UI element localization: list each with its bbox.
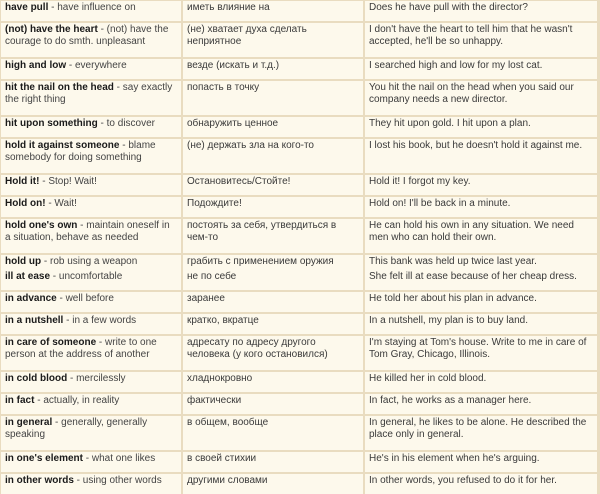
idiom-term: in one's element (5, 453, 83, 464)
russian-translation: адресату по адресу другого человека (у кого остановился) (183, 336, 363, 370)
idiom-definition: - say exactly the right thing (5, 82, 173, 105)
table-row (1, 372, 597, 392)
idioms-group-i (1, 270, 597, 494)
idiom-definition: - uncomfortable (50, 271, 123, 282)
idiom-term: in advance (5, 293, 57, 304)
idiom-term: Hold it! (5, 176, 40, 187)
example-sentence: In other words, you refused to do it for her. (365, 474, 597, 494)
table-row (1, 1, 597, 21)
idiom-definition: - Stop! Wait! (39, 176, 97, 187)
example-sentence: I searched high and low for my lost cat. (365, 59, 597, 79)
idiom-cell (1, 416, 181, 450)
idiom-definition: - what one likes (82, 453, 156, 464)
idiom-term: hit upon something (5, 118, 98, 129)
russian-translation: иметь влияние на (183, 1, 363, 21)
idiom-definition: - generally, generally speaking (5, 417, 148, 440)
idiom-cell (1, 59, 181, 79)
idiom-definition: - (not) have the courage to do smth. unpleasant (5, 24, 169, 47)
idiom-term: hold it against someone (5, 140, 120, 151)
russian-translation: обнаружить ценное (183, 117, 363, 137)
idiom-definition: - blame somebody for doing something (5, 140, 156, 163)
russian-translation: грабить с применением оружия (183, 255, 363, 275)
idiom-term: have pull (5, 2, 49, 13)
table-row (1, 416, 597, 450)
idiom-cell (1, 81, 181, 115)
russian-translation: хладнокровно (183, 372, 363, 392)
idiom-cell (1, 372, 181, 392)
idiom-term: hold up (5, 256, 42, 267)
russian-translation: постоять за себя, утвердиться в чем-то (183, 219, 363, 253)
idiom-term: hit the nail on the head (5, 82, 114, 93)
idiom-term: in cold blood (5, 373, 68, 384)
russian-translation: в своей стихии (183, 452, 363, 472)
russian-translation: кратко, вкратце (183, 314, 363, 334)
russian-translation: не по себе (183, 270, 363, 290)
example-sentence: He can hold his own in any situation. We need men who can hold their own. (365, 219, 597, 253)
table-row (1, 219, 597, 253)
example-sentence: They hit upon gold. I hit upon a plan. (365, 117, 597, 137)
idiom-term: in other words (5, 475, 74, 486)
table-row (1, 117, 597, 137)
idioms-group-h (1, 1, 597, 275)
table-row (1, 175, 597, 195)
table-row (1, 23, 597, 57)
idiom-cell (1, 175, 181, 195)
example-sentence: This bank was held up twice last year. (365, 255, 597, 275)
idiom-definition: - Wait! (45, 198, 77, 209)
idiom-cell (1, 292, 181, 312)
idiom-definition: - have influence on (48, 2, 136, 13)
idiom-cell (1, 197, 181, 217)
russian-translation: заранее (183, 292, 363, 312)
idiom-cell (1, 139, 181, 173)
russian-translation: Подождите! (183, 197, 363, 217)
idiom-cell (1, 270, 181, 290)
example-sentence: He told her about his plan in advance. (365, 292, 597, 312)
example-sentence: You hit the nail on the head when you said our company needs a new director. (365, 81, 597, 115)
idiom-term: in fact (5, 395, 35, 406)
russian-translation: (не) хватает духа сделать неприятное (183, 23, 363, 57)
russian-translation: Остановитесь/Стойте! (183, 175, 363, 195)
idiom-cell (1, 314, 181, 334)
example-sentence: In a nutshell, my plan is to buy land. (365, 314, 597, 334)
table-row (1, 292, 597, 312)
idiom-cell (1, 474, 181, 494)
example-sentence: Hold on! I'll be back in a minute. (365, 197, 597, 217)
table-row (1, 139, 597, 173)
example-sentence: In fact, he works as a manager here. (365, 394, 597, 414)
russian-translation: (не) держать зла на кого-то (183, 139, 363, 173)
idiom-definition: - mercilessly (67, 373, 126, 384)
example-sentence: I lost his book, but he doesn't hold it against me. (365, 139, 597, 173)
idiom-definition: - maintain oneself in a situation, behave as needed (5, 220, 170, 243)
table-row (1, 270, 597, 290)
russian-translation: в общем, вообще (183, 416, 363, 450)
russian-translation: фактически (183, 394, 363, 414)
example-sentence: In general, he likes to be alone. He described the place only in general. (365, 416, 597, 450)
idiom-definition: - to discover (97, 118, 156, 129)
idiom-definition: - actually, in reality (34, 395, 120, 406)
idiom-cell (1, 1, 181, 21)
russian-translation: попасть в точку (183, 81, 363, 115)
idiom-cell (1, 452, 181, 472)
idiom-term: in general (5, 417, 53, 428)
example-sentence: I don't have the heart to tell him that he wasn't accepted, he'll be so unhappy. (365, 23, 597, 57)
idiom-term: in care of someone (5, 337, 97, 348)
idiom-definition: - write to one person at the address of another (5, 337, 157, 360)
table-row (1, 314, 597, 334)
example-sentence: Hold it! I forgot my key. (365, 175, 597, 195)
idiom-term: high and low (5, 60, 67, 71)
idiom-cell (1, 336, 181, 370)
example-sentence: Does he have pull with the director? (365, 1, 597, 21)
example-sentence: I'm staying at Tom's house. Write to me in care of Tom Gray, Chicago, Illinois. (365, 336, 597, 370)
idiom-term: in a nutshell (5, 315, 64, 326)
example-sentence: He's in his element when he's arguing. (365, 452, 597, 472)
table-row (1, 197, 597, 217)
idiom-definition: - everywhere (66, 60, 127, 71)
idiom-definition: - using other words (73, 475, 162, 486)
table-row (1, 394, 597, 414)
idiom-term: (not) have the heart (5, 24, 98, 35)
russian-translation: другими словами (183, 474, 363, 494)
table-row (1, 452, 597, 472)
idiom-term: hold one's own (5, 220, 78, 231)
idiom-cell (1, 117, 181, 137)
idiom-cell (1, 23, 181, 57)
table-row (1, 59, 597, 79)
table-row (1, 336, 597, 370)
idiom-definition: - well before (56, 293, 114, 304)
idiom-cell (1, 394, 181, 414)
example-sentence: He killed her in cold blood. (365, 372, 597, 392)
russian-translation: везде (искать и т.д.) (183, 59, 363, 79)
table-row (1, 81, 597, 115)
example-sentence: She felt ill at ease because of her cheap dress. (365, 270, 597, 290)
idiom-definition: - rob using a weapon (41, 256, 138, 267)
idiom-definition: - in a few words (63, 315, 137, 326)
idiom-term: ill at ease (5, 271, 51, 282)
idiom-term: Hold on! (5, 198, 46, 209)
table-row (1, 474, 597, 494)
idiom-cell (1, 219, 181, 253)
